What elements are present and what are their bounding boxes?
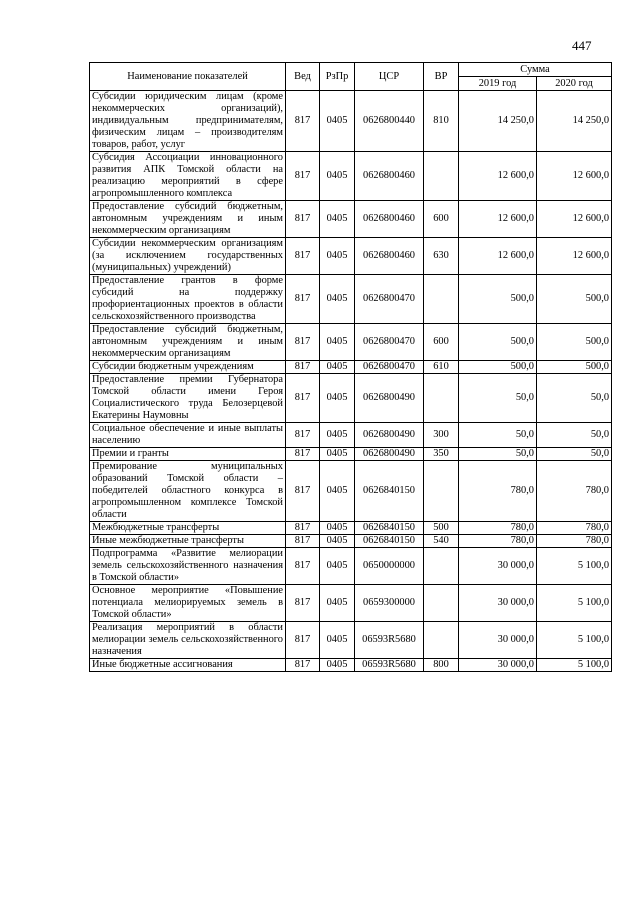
cell-rzpr: 0405 — [320, 361, 355, 374]
cell-vr: 600 — [424, 324, 459, 361]
cell-sum-2019: 780,0 — [459, 535, 537, 548]
cell-name: Предоставление субсидий бюджетным, автономным учреждениям и иным некоммерческим организациям — [90, 201, 286, 238]
cell-csr: 0626840150 — [355, 535, 424, 548]
cell-sum-2020: 500,0 — [537, 275, 612, 324]
table-body — [90, 91, 612, 672]
cell-sum-2019: 12 600,0 — [459, 201, 537, 238]
cell-csr: 0626800490 — [355, 448, 424, 461]
header-csr: ЦСР — [355, 63, 424, 91]
table-row — [90, 361, 612, 374]
cell-csr: 0626800470 — [355, 275, 424, 324]
cell-name: Премии и гранты — [90, 448, 286, 461]
cell-vr: 300 — [424, 423, 459, 448]
table-row — [90, 152, 612, 201]
cell-csr: 0626800460 — [355, 152, 424, 201]
cell-rzpr: 0405 — [320, 535, 355, 548]
cell-ved: 817 — [286, 522, 320, 535]
cell-vr — [424, 461, 459, 522]
cell-sum-2020: 50,0 — [537, 423, 612, 448]
cell-name: Реализация мероприятий в области мелиорации земель сельскохозяйственного назначения — [90, 622, 286, 659]
cell-sum-2020: 5 100,0 — [537, 548, 612, 585]
cell-ved: 817 — [286, 448, 320, 461]
table-row — [90, 324, 612, 361]
cell-rzpr: 0405 — [320, 201, 355, 238]
cell-sum-2020: 780,0 — [537, 461, 612, 522]
cell-ved: 817 — [286, 548, 320, 585]
cell-name: Премирование муниципальных образований Томской области – победителей областного конкурса в агропромышленном комплексе Томской области — [90, 461, 286, 522]
header-year-2019: 2019 год — [459, 77, 537, 91]
table-row — [90, 585, 612, 622]
cell-csr: 0626840150 — [355, 461, 424, 522]
cell-vr — [424, 275, 459, 324]
table-row — [90, 201, 612, 238]
cell-rzpr: 0405 — [320, 522, 355, 535]
cell-sum-2020: 500,0 — [537, 324, 612, 361]
cell-csr: 06593R5680 — [355, 659, 424, 672]
cell-name: Подпрограмма «Развитие мелиорации земель сельскохозяйственного назначения в Томской области» — [90, 548, 286, 585]
cell-ved: 817 — [286, 659, 320, 672]
cell-ved: 817 — [286, 238, 320, 275]
cell-sum-2019: 12 600,0 — [459, 238, 537, 275]
table-row — [90, 522, 612, 535]
cell-name: Иные бюджетные ассигнования — [90, 659, 286, 672]
cell-rzpr: 0405 — [320, 324, 355, 361]
cell-name: Предоставление грантов в форме субсидий на поддержку профориентационных проектов в области сельскохозяйственного производства — [90, 275, 286, 324]
cell-ved: 817 — [286, 423, 320, 448]
cell-ved: 817 — [286, 461, 320, 522]
table-row — [90, 461, 612, 522]
header-ved: Вед — [286, 63, 320, 91]
cell-name: Предоставление субсидий бюджетным, автономным учреждениям и иным некоммерческим организациям — [90, 324, 286, 361]
cell-name: Социальное обеспечение и иные выплаты населению — [90, 423, 286, 448]
cell-sum-2019: 780,0 — [459, 461, 537, 522]
cell-sum-2020: 12 600,0 — [537, 238, 612, 275]
cell-rzpr: 0405 — [320, 622, 355, 659]
cell-ved: 817 — [286, 622, 320, 659]
table-row — [90, 535, 612, 548]
cell-sum-2019: 50,0 — [459, 374, 537, 423]
cell-ved: 817 — [286, 275, 320, 324]
cell-vr: 540 — [424, 535, 459, 548]
cell-name: Субсидии некоммерческим организациям (за исключением государственных (муниципальных) учреждений) — [90, 238, 286, 275]
cell-ved: 817 — [286, 535, 320, 548]
cell-csr: 0626800460 — [355, 238, 424, 275]
cell-ved: 817 — [286, 91, 320, 152]
cell-csr: 0626800490 — [355, 374, 424, 423]
header-name: Наименование показателей — [90, 63, 286, 91]
cell-sum-2020: 5 100,0 — [537, 659, 612, 672]
cell-sum-2020: 5 100,0 — [537, 622, 612, 659]
cell-name: Основное мероприятие «Повышение потенциала мелиорируемых земель в Томской области» — [90, 585, 286, 622]
cell-rzpr: 0405 — [320, 659, 355, 672]
cell-vr: 500 — [424, 522, 459, 535]
cell-sum-2019: 780,0 — [459, 522, 537, 535]
cell-ved: 817 — [286, 585, 320, 622]
cell-vr — [424, 622, 459, 659]
header-vr: ВР — [424, 63, 459, 91]
cell-csr: 0626800490 — [355, 423, 424, 448]
cell-rzpr: 0405 — [320, 585, 355, 622]
cell-sum-2020: 5 100,0 — [537, 585, 612, 622]
cell-ved: 817 — [286, 374, 320, 423]
cell-rzpr: 0405 — [320, 448, 355, 461]
table-row — [90, 659, 612, 672]
table-row — [90, 448, 612, 461]
cell-csr: 06593R5680 — [355, 622, 424, 659]
cell-name: Предоставление премии Губернатора Томской области имени Героя Социалистического труда Белозерцевой Екатерины Наумовны — [90, 374, 286, 423]
cell-csr: 0650000000 — [355, 548, 424, 585]
cell-vr: 610 — [424, 361, 459, 374]
cell-vr: 350 — [424, 448, 459, 461]
cell-vr — [424, 585, 459, 622]
cell-vr: 810 — [424, 91, 459, 152]
cell-ved: 817 — [286, 201, 320, 238]
cell-sum-2020: 12 600,0 — [537, 152, 612, 201]
cell-rzpr: 0405 — [320, 275, 355, 324]
cell-csr: 0659300000 — [355, 585, 424, 622]
cell-sum-2019: 50,0 — [459, 423, 537, 448]
cell-rzpr: 0405 — [320, 152, 355, 201]
table-row — [90, 275, 612, 324]
cell-sum-2019: 30 000,0 — [459, 659, 537, 672]
cell-sum-2019: 14 250,0 — [459, 91, 537, 152]
cell-sum-2020: 14 250,0 — [537, 91, 612, 152]
cell-csr: 0626800470 — [355, 361, 424, 374]
table-row — [90, 238, 612, 275]
cell-sum-2020: 500,0 — [537, 361, 612, 374]
header-rzpr: РзПр — [320, 63, 355, 91]
cell-ved: 817 — [286, 361, 320, 374]
cell-sum-2019: 30 000,0 — [459, 548, 537, 585]
table-row — [90, 548, 612, 585]
cell-name: Субсидии бюджетным учреждениям — [90, 361, 286, 374]
cell-vr: 800 — [424, 659, 459, 672]
cell-csr: 0626800460 — [355, 201, 424, 238]
cell-ved: 817 — [286, 324, 320, 361]
table-row — [90, 423, 612, 448]
cell-sum-2019: 12 600,0 — [459, 152, 537, 201]
header-sum: Сумма — [459, 63, 612, 77]
table-header — [90, 63, 612, 91]
cell-vr — [424, 152, 459, 201]
table-row — [90, 374, 612, 423]
cell-sum-2020: 50,0 — [537, 374, 612, 423]
cell-csr: 0626800440 — [355, 91, 424, 152]
cell-rzpr: 0405 — [320, 548, 355, 585]
cell-sum-2019: 500,0 — [459, 361, 537, 374]
cell-rzpr: 0405 — [320, 423, 355, 448]
cell-csr: 0626800470 — [355, 324, 424, 361]
cell-vr: 600 — [424, 201, 459, 238]
cell-sum-2019: 30 000,0 — [459, 585, 537, 622]
cell-sum-2020: 50,0 — [537, 448, 612, 461]
cell-name: Иные межбюджетные трансферты — [90, 535, 286, 548]
cell-name: Межбюджетные трансферты — [90, 522, 286, 535]
cell-rzpr: 0405 — [320, 238, 355, 275]
cell-sum-2020: 780,0 — [537, 522, 612, 535]
cell-rzpr: 0405 — [320, 461, 355, 522]
cell-name: Субсидия Ассоциации инновационного развития АПК Томской области на реализацию мероприятий в сфере агропромышленного комплекса — [90, 152, 286, 201]
cell-rzpr: 0405 — [320, 374, 355, 423]
cell-vr — [424, 374, 459, 423]
cell-vr: 630 — [424, 238, 459, 275]
cell-sum-2020: 780,0 — [537, 535, 612, 548]
cell-sum-2019: 500,0 — [459, 275, 537, 324]
cell-sum-2019: 50,0 — [459, 448, 537, 461]
budget-table — [89, 62, 612, 672]
cell-rzpr: 0405 — [320, 91, 355, 152]
cell-sum-2019: 500,0 — [459, 324, 537, 361]
table-row — [90, 622, 612, 659]
table-row — [90, 91, 612, 152]
cell-vr — [424, 548, 459, 585]
cell-csr: 0626840150 — [355, 522, 424, 535]
cell-ved: 817 — [286, 152, 320, 201]
cell-name: Субсидии юридическим лицам (кроме некоммерческих организаций), индивидуальным предпринимателям, физическим лицам – производителям товаров, работ, услуг — [90, 91, 286, 152]
cell-sum-2020: 12 600,0 — [537, 201, 612, 238]
page-number: 447 — [572, 38, 592, 53]
cell-sum-2019: 30 000,0 — [459, 622, 537, 659]
header-year-2020: 2020 год — [537, 77, 612, 91]
